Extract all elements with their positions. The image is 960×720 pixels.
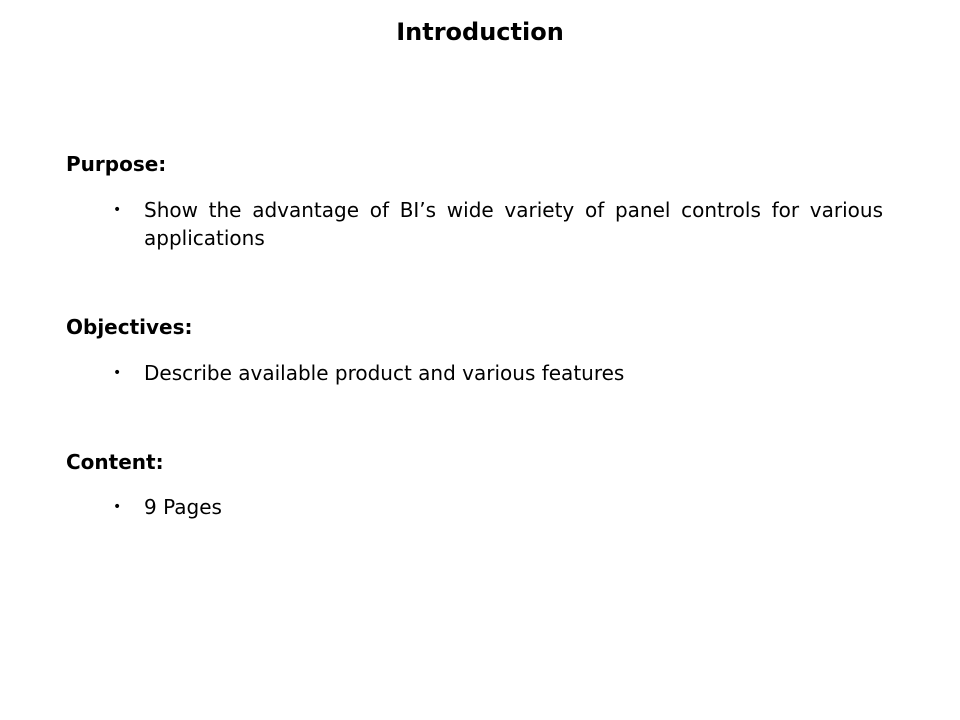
objectives-bullet-item (113, 359, 883, 387)
objectives-heading: Objectives: (66, 315, 193, 339)
content-bullet-text: 9 Pages (144, 495, 222, 519)
bullet-icon: • (113, 365, 122, 381)
slide-title: Introduction (396, 18, 564, 46)
content-bullet-list (113, 493, 883, 521)
objectives-bullet-text: Describe available product and various features (144, 361, 625, 385)
purpose-bullet-text: Show the advantage of BI’s wide variety of panel controls for various applications (144, 198, 883, 250)
purpose-bullet-item (113, 196, 883, 252)
purpose-heading: Purpose: (66, 152, 167, 176)
content-bullet-item (113, 493, 883, 521)
objectives-bullet-list (113, 359, 883, 387)
content-heading: Content: (66, 450, 164, 474)
purpose-bullet-list (113, 196, 883, 252)
bullet-icon: • (113, 202, 122, 218)
bullet-icon: • (113, 499, 122, 515)
